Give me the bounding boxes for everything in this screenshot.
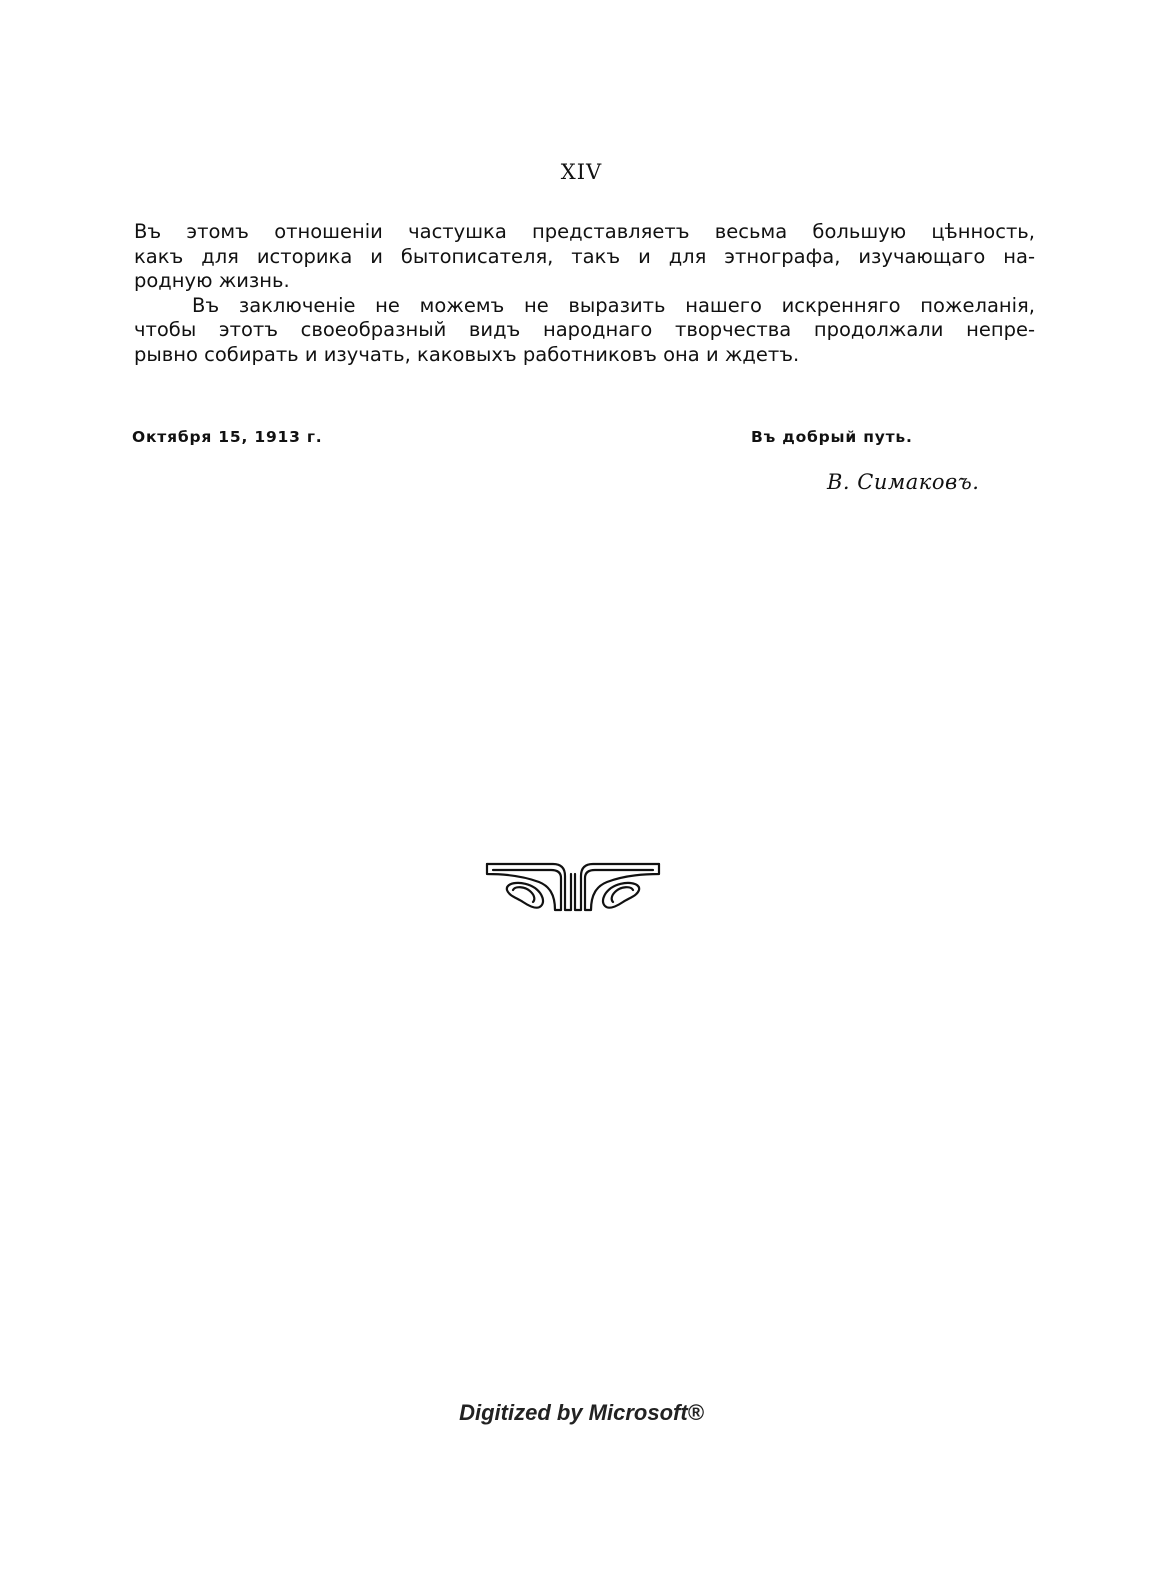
digitized-watermark: Digitized by Microsoft® (459, 1400, 704, 1425)
closing-farewell: Въ добрый путь. (751, 428, 913, 446)
closing-date: Октября 15, 1913 г. (132, 428, 323, 446)
page-number: XIV (560, 160, 603, 184)
ornamental-vignette-icon (483, 860, 663, 916)
text-line: рывно собирать и изучать, каковыхъ работниковъ она и ждетъ. (134, 342, 800, 366)
paragraph (134, 294, 1035, 368)
author-signature: В. Симаковъ. (827, 470, 980, 494)
text-line: родную жизнь. (134, 269, 290, 292)
text-line: чтобы этотъ своеобразный видъ народнаго творчества продолжали непре- (134, 318, 1035, 341)
paragraph (134, 220, 1035, 294)
body-text (134, 220, 1035, 367)
text-line: Въ заключенiе не можемъ не выразить нашего искренняго пожеланiя, (192, 293, 1035, 317)
text-line: какъ для историка и бытописателя, такъ и для этнографа, изучающаго на- (134, 244, 1035, 268)
text-line: Въ этомъ отношенiи частушка представляетъ весьма большую цѣнность, (134, 220, 1035, 243)
